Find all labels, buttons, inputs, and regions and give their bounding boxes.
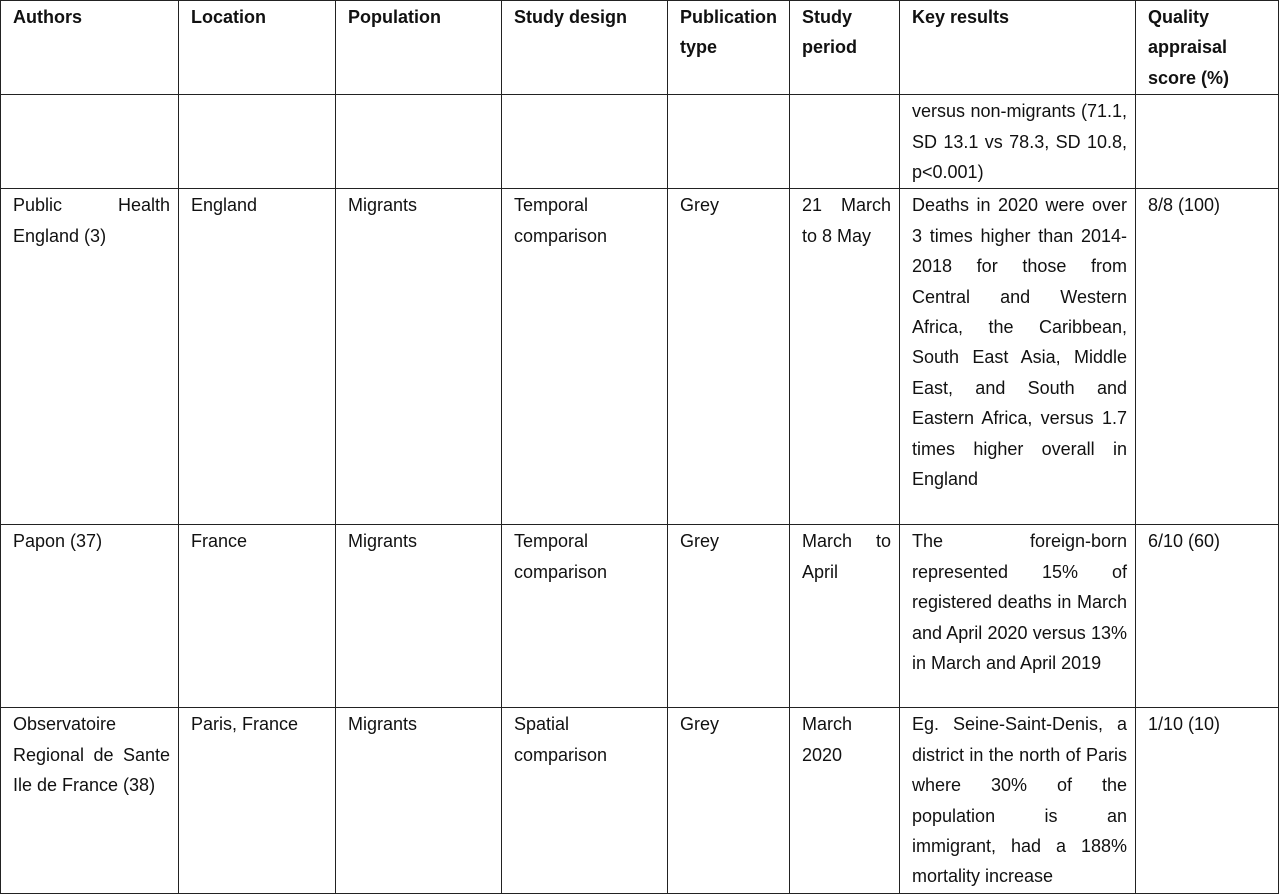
cell-key-results: Eg. Seine-Saint-Denis, a district in the north of Paris where 30% of the population is an immigrant, had a 188% mortality increase: [900, 708, 1136, 893]
cell-location: France: [179, 525, 336, 708]
cell-quality-score: 8/8 (100): [1136, 189, 1279, 525]
cell-authors: [1, 95, 179, 189]
header-key-results: Key results: [900, 1, 1136, 95]
cell-location: England: [179, 189, 336, 525]
cell-quality-score: [1136, 95, 1279, 189]
cell-study-period: [790, 95, 900, 189]
table-row: [1, 95, 1279, 189]
cell-location: [179, 95, 336, 189]
cell-key-results: The foreign-born represented 15% of registered deaths in March and April 2020 versus 13% in March and April 2019: [900, 525, 1136, 708]
cell-study-design: Temporal comparison: [502, 525, 668, 708]
cell-study-design: Spatial comparison: [502, 708, 668, 893]
table-row: [1, 189, 1279, 525]
table-row: [1, 525, 1279, 708]
header-authors: Authors: [1, 1, 179, 95]
cell-authors: Papon (37): [1, 525, 179, 708]
cell-population: Migrants: [336, 189, 502, 525]
cell-authors: Observatoire Regional de Sante Ile de France (38): [1, 708, 179, 893]
cell-study-period: 21 March to 8 May: [790, 189, 900, 525]
cell-authors: Public Health England (3): [1, 189, 179, 525]
cell-quality-score: 1/10 (10): [1136, 708, 1279, 893]
header-publication-type: Publication type: [668, 1, 790, 95]
cell-publication-type: Grey: [668, 708, 790, 893]
cell-publication-type: [668, 95, 790, 189]
header-study-design: Study design: [502, 1, 668, 95]
cell-study-period: March to April: [790, 525, 900, 708]
cell-study-period: March 2020: [790, 708, 900, 893]
header-study-period: Study period: [790, 1, 900, 95]
cell-publication-type: Grey: [668, 189, 790, 525]
header-quality-score: Quality appraisal score (%): [1136, 1, 1279, 95]
header-location: Location: [179, 1, 336, 95]
cell-quality-score: 6/10 (60): [1136, 525, 1279, 708]
cell-population: [336, 95, 502, 189]
cell-population: Migrants: [336, 708, 502, 893]
header-population: Population: [336, 1, 502, 95]
cell-study-design: [502, 95, 668, 189]
cell-key-results: Deaths in 2020 were over 3 times higher than 2014-2018 for those from Central and Western Africa, the Caribbean, South East Asia, Middle East, and South and Eastern Africa, versus 1.7 times higher overall in England: [900, 189, 1136, 525]
cell-publication-type: Grey: [668, 525, 790, 708]
cell-key-results: versus non-migrants (71.1, SD 13.1 vs 78.3, SD 10.8, p<0.001): [900, 95, 1136, 189]
cell-location: Paris, France: [179, 708, 336, 893]
table-row: [1, 708, 1279, 893]
cell-population: Migrants: [336, 525, 502, 708]
cell-study-design: Temporal comparison: [502, 189, 668, 525]
header-row: [1, 1, 1279, 95]
